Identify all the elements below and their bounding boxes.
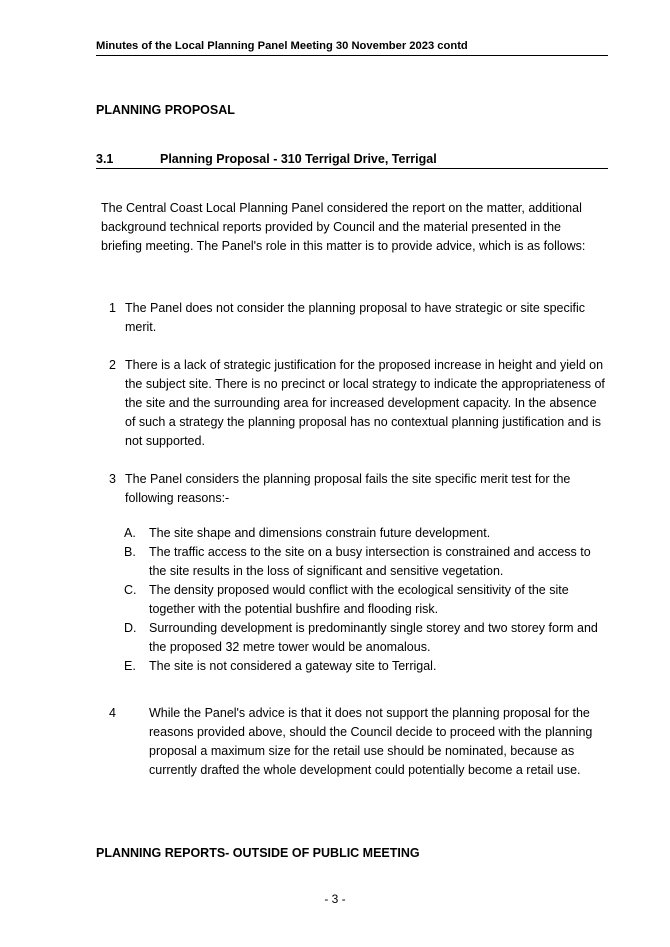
planning-reports-heading: PLANNING REPORTS- OUTSIDE OF PUBLIC MEETING <box>96 846 420 860</box>
advice-item-text: While the Panel's advice is that it does not support the planning proposal for the reasons provided above, should the Council decide to proceed with the planning proposal a maximum size for the retail use should be nominated, because as currently drafted the whole development could potentially become a retail use. <box>149 706 593 777</box>
intro-paragraph: The Central Coast Local Planning Panel considered the report on the matter, additional background technical reports provided by Council and the material presented in the briefing meeting. The Panel's role in this matter is to provide advice, which is as follows: <box>101 201 586 253</box>
advice-item-number: 2 <box>109 358 116 372</box>
reason-text: The density proposed would conflict with the ecological sensitivity of the site together with the potential bushfire and flooding risk. <box>149 583 569 616</box>
reason-text: The traffic access to the site on a busy intersection is constrained and access to the site results in the loss of significant and sensitive vegetation. <box>149 545 591 578</box>
reason-letter: E. <box>124 659 136 673</box>
reason-letter: B. <box>124 545 136 559</box>
advice-item-number: 3 <box>109 472 116 486</box>
page-number: - 3 - <box>324 892 346 906</box>
item-heading-title: Planning Proposal - 310 Terrigal Drive, Terrigal <box>160 152 437 166</box>
section-title: PLANNING PROPOSAL <box>96 103 235 117</box>
advice-item-text: There is a lack of strategic justification for the proposed increase in height and yield on the subject site. There is no precinct or local strategy to indicate the appropriateness of the site and the surrounding area for increased development capacity. In the absence of such a strategy the planning proposal has no contextual planning justification and is not supported. <box>125 358 605 448</box>
reason-letter: C. <box>124 583 137 597</box>
reason-text: The site is not considered a gateway site to Terrigal. <box>149 659 437 673</box>
advice-item-text: The Panel considers the planning proposal fails the site specific merit test for the following reasons:- <box>125 472 571 505</box>
advice-item-text: The Panel does not consider the planning proposal to have strategic or site specific merit. <box>125 301 585 334</box>
reason-text: The site shape and dimensions constrain future development. <box>149 526 491 540</box>
advice-item-number: 4 <box>109 706 116 720</box>
item-heading <box>96 152 608 169</box>
page-header: Minutes of the Local Planning Panel Meeting 30 November 2023 contd <box>96 40 608 56</box>
reason-letter: D. <box>124 621 137 635</box>
advice-item-number: 1 <box>109 301 116 315</box>
reason-text: Surrounding development is predominantly single storey and two storey form and the proposed 32 metre tower would be anomalous. <box>149 621 598 654</box>
reason-letter: A. <box>124 526 136 540</box>
item-heading-number: 3.1 <box>96 152 114 166</box>
